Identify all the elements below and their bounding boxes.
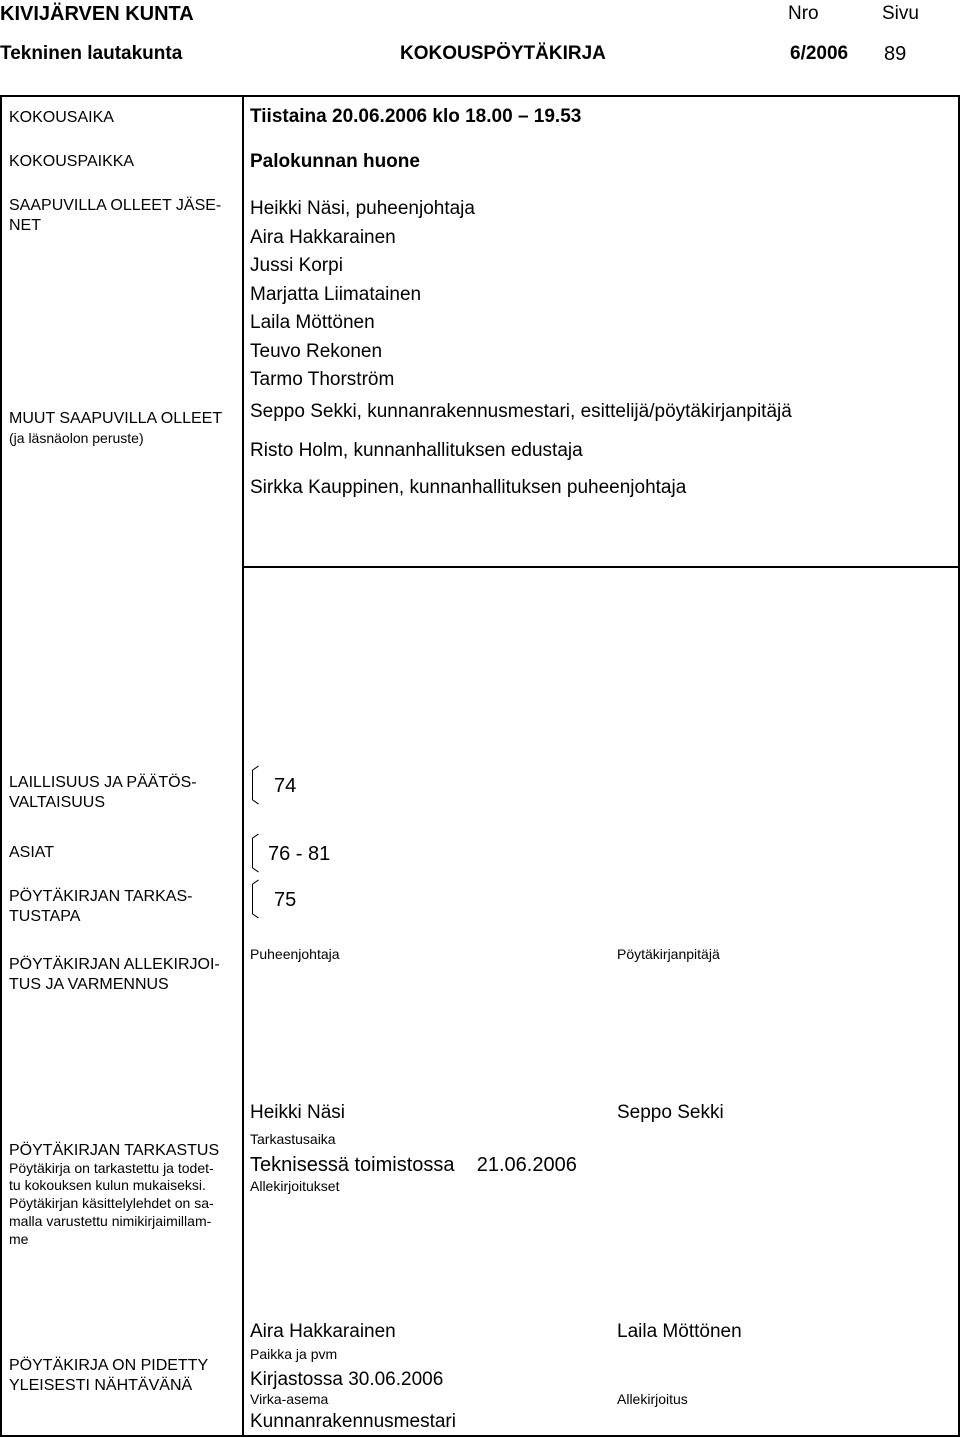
legality-value: 74 [274,775,297,797]
other-present-2: Risto Holm, kunnanhallituksen edustaja [250,440,583,461]
other-present-1: Seppo Sekki, kunnanrakennusmestari, esittelijä/pöytäkirjanpitäjä [250,401,792,422]
table-left-border [0,95,2,1437]
review-desc-line5: me [9,1231,29,1247]
section-divider [242,566,960,568]
sivu-value: 89 [884,43,907,65]
public-position-label: Virka-asema [250,1391,329,1407]
bracket-icon [252,838,263,868]
meeting-time-label: KOKOUSAIKA [9,109,114,126]
legality-label-line2: VALTAISUUS [9,794,106,811]
column-divider [242,95,244,1437]
reviewer-1-name: Aira Hakkarainen [250,1321,396,1342]
present-member-2: Aira Hakkarainen [250,227,396,248]
other-present-3: Sirkka Kauppinen, kunnanhallituksen puheenjohtaja [250,477,687,498]
present-member-7: Tarmo Thorström [250,369,395,390]
meeting-place-label: KOKOUSPAIKKA [9,153,135,170]
present-member-5: Laila Möttönen [250,312,375,333]
present-member-1: Heikki Näsi, puheenjohtaja [250,198,475,219]
review-desc-line2: tu kokouksen kulun mukaiseksi. [9,1177,206,1193]
table-top-border [0,95,960,97]
sivu-label: Sivu [882,3,919,24]
nro-label: Nro [788,3,819,24]
review-method-value: 75 [274,889,297,911]
review-method-label-line1: PÖYTÄKIRJAN TARKAS- [9,888,193,905]
chair-name: Heikki Näsi [250,1102,346,1123]
review-time-label: Tarkastusaika [250,1131,336,1147]
document-type: KOKOUSPÖYTÄKIRJA [400,43,606,64]
others-present-label: MUUT SAAPUVILLA OLLEET [9,410,223,427]
present-member-4: Marjatta Liimatainen [250,284,422,305]
review-label: PÖYTÄKIRJAN TARKASTUS [9,1142,220,1159]
nro-value: 6/2006 [790,43,849,64]
chair-role-label: Puheenjohtaja [250,946,340,962]
review-desc-line1: Pöytäkirja on tarkastettu ja todet- [9,1160,214,1176]
public-label-line1: PÖYTÄKIRJA ON PIDETTY [9,1357,209,1374]
signing-label-line2: TUS JA VARMENNUS [9,976,169,993]
public-position-value: Kunnanrakennusmestari [250,1411,456,1432]
review-time-value: Teknisessä toimistossa 21.06.2006 [250,1154,577,1176]
review-desc-line3: Pöytäkirjan käsittelylehdet on sa- [9,1195,214,1211]
matters-value: 76 - 81 [268,843,331,865]
review-method-label-line2: TUSTAPA [9,908,81,925]
table-bottom-border [0,1435,960,1437]
legality-label-line1: LAILLISUUS JA PÄÄTÖS- [9,774,197,791]
public-place-value: Kirjastossa 30.06.2006 [250,1369,444,1390]
present-members-label: SAAPUVILLA OLLEET JÄSE-NET [9,197,222,234]
present-member-3: Jussi Korpi [250,255,343,276]
reviewer-2-name: Laila Möttönen [617,1321,742,1342]
committee-name: Tekninen lautakunta [0,43,183,64]
bracket-icon [252,884,263,914]
municipality-name: KIVIJÄRVEN KUNTA [0,3,194,25]
public-signature-label: Allekirjoitus [617,1391,688,1407]
public-label-line2: YLEISESTI NÄHTÄVÄNÄ [9,1377,193,1394]
signing-label-line1: PÖYTÄKIRJAN ALLEKIRJOI- [9,956,220,973]
public-place-label: Paikka ja pvm [250,1346,338,1362]
matters-label: ASIAT [9,844,55,861]
others-present-sublabel: (ja läsnäolon peruste) [9,430,144,446]
review-desc-line4: malla varustettu nimikirjaimillam- [9,1213,212,1229]
bracket-icon [252,770,263,800]
secretary-name: Seppo Sekki [617,1102,724,1123]
present-member-6: Teuvo Rekonen [250,341,383,362]
meeting-time-value: Tiistaina 20.06.2006 klo 18.00 – 19.53 [250,106,582,127]
secretary-role-label: Pöytäkirjanpitäjä [617,946,720,962]
review-signatures-label: Allekirjoitukset [250,1178,340,1194]
meeting-place-value: Palokunnan huone [250,151,420,172]
